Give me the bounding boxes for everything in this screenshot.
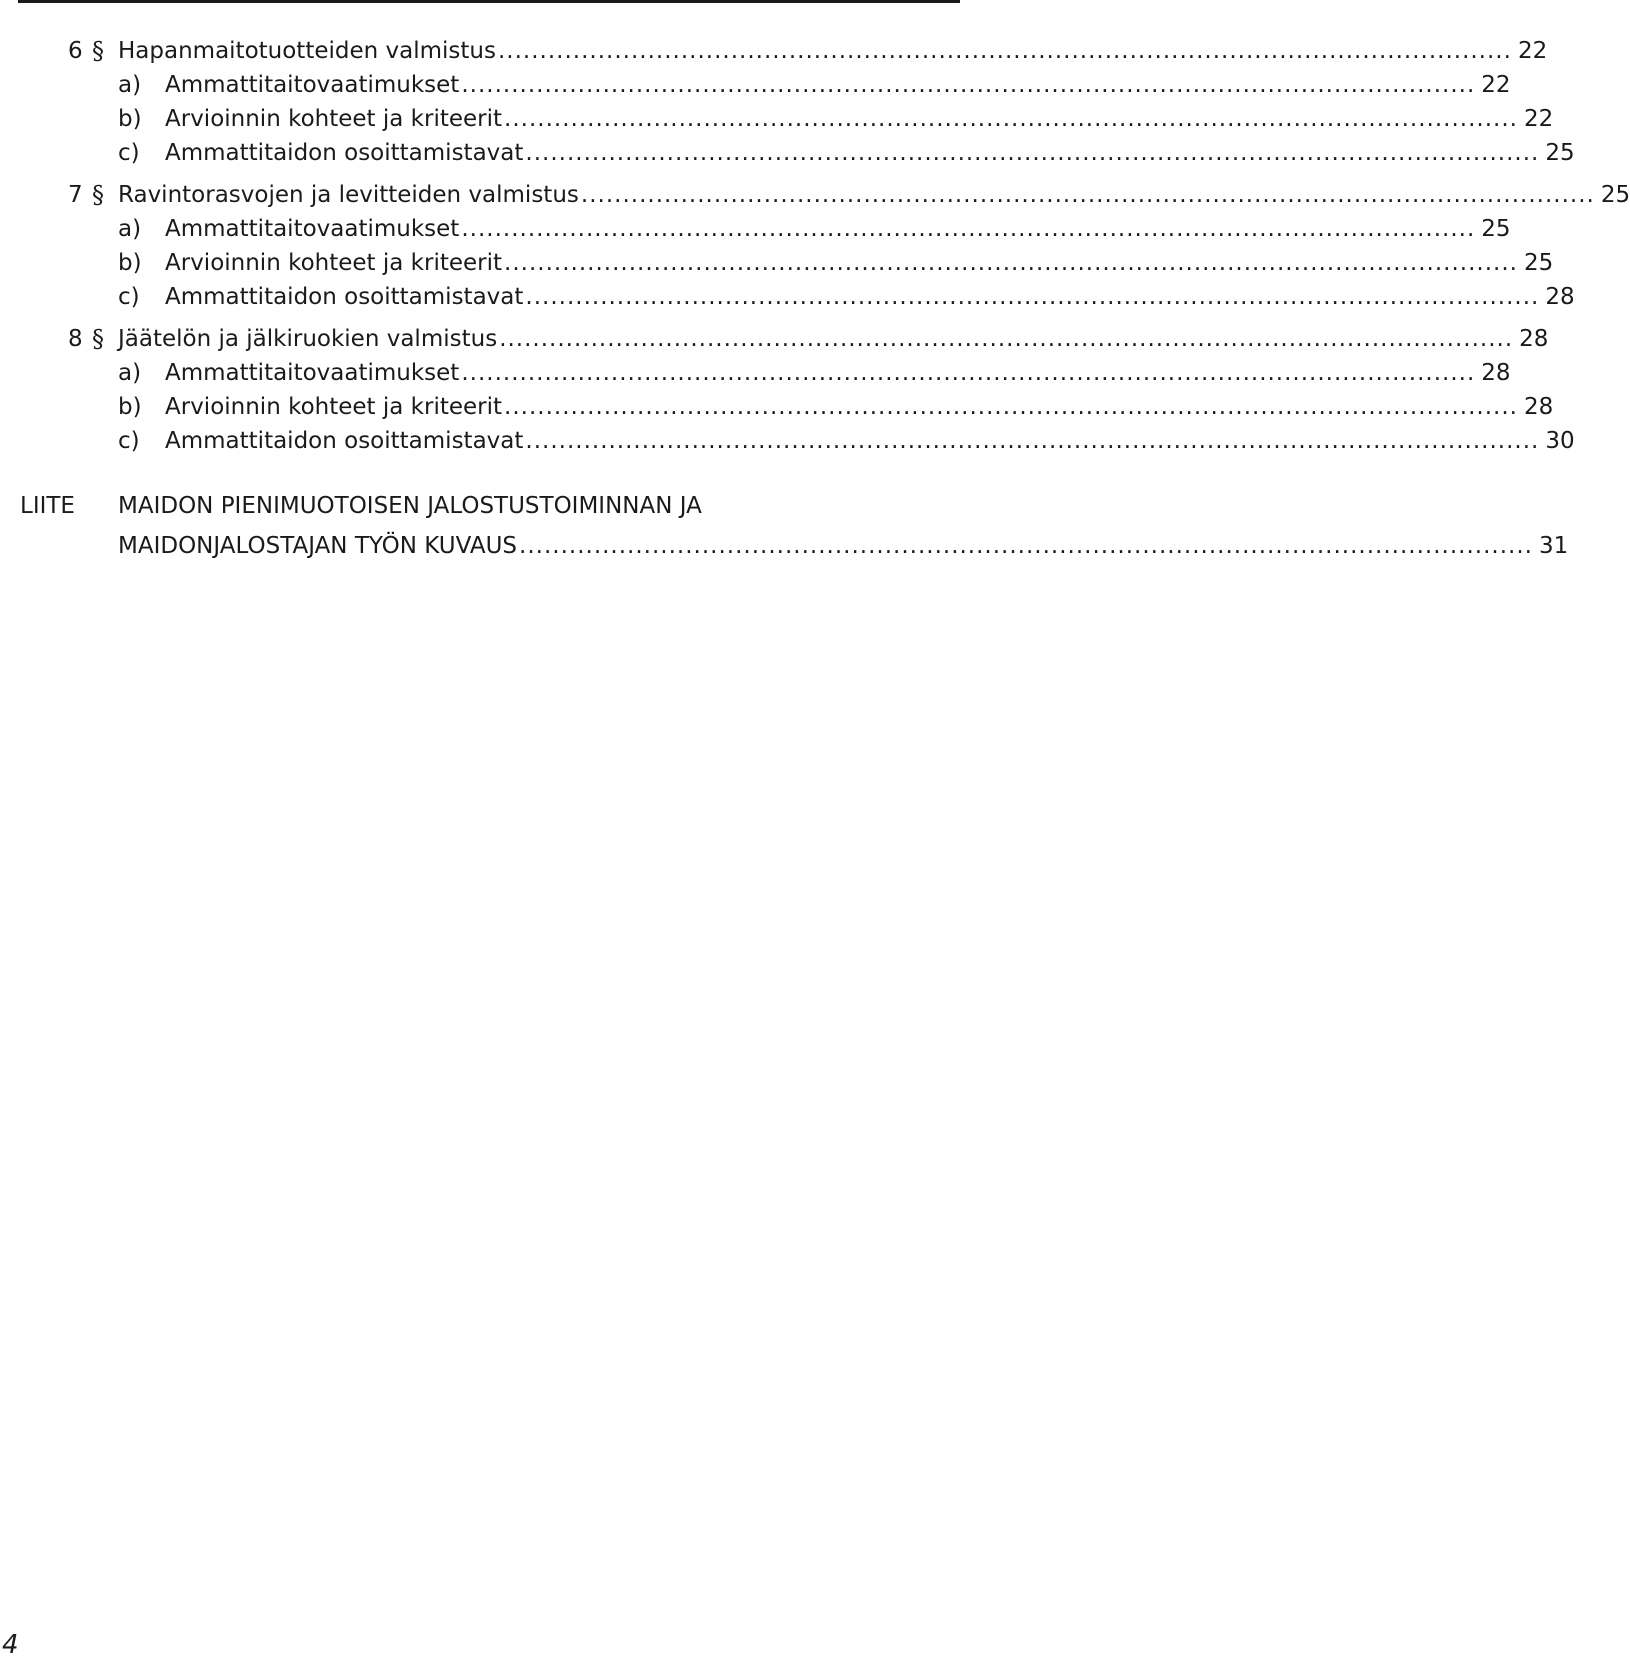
appendix-label: LIITE	[20, 493, 75, 519]
entry-title: Hapanmaitotuotteiden valmistus	[118, 34, 498, 68]
entry-leader	[118, 322, 1549, 356]
entry-page: 28	[1513, 322, 1548, 356]
entry-page: 28	[1539, 280, 1574, 314]
sub-letter: a)	[118, 216, 142, 242]
sub-letter: a)	[118, 360, 142, 386]
entry-title: Jäätelön ja jälkiruokien valmistus	[118, 322, 499, 356]
entry-title: Arvioinnin kohteet ja kriteerit	[165, 102, 504, 136]
leader-dots: ..........................................................................................................................	[504, 250, 1518, 276]
toc-entry-main[interactable]	[0, 34, 1548, 68]
appendix-title-line2	[118, 526, 1569, 566]
entry-title: Ammattitaidon osoittamistavat	[165, 136, 525, 170]
leader-dots: ..........................................................................................................................	[519, 533, 1533, 559]
leader-dots: ..........................................................................................................................	[525, 428, 1540, 454]
sub-letter: b)	[118, 106, 142, 132]
entry-leader	[165, 424, 1575, 458]
section-symbol: §	[92, 181, 104, 209]
toc-section-8	[0, 322, 1575, 458]
leader-dots: ..........................................................................................................................	[497, 38, 1512, 64]
toc-section-6	[0, 34, 1575, 170]
entry-leader	[165, 390, 1554, 424]
leader-dots: ..........................................................................................................................	[525, 140, 1540, 166]
toc-entry-sub[interactable]	[0, 212, 1511, 246]
leader-dots: ..........................................................................................................................	[504, 106, 1518, 132]
toc-entry-sub[interactable]	[0, 68, 1511, 102]
toc-section-7	[0, 178, 1630, 314]
leader-dots: ..........................................................................................................................	[525, 284, 1540, 310]
section-symbol: §	[92, 37, 104, 65]
entry-page: 31	[1533, 526, 1568, 566]
entry-page: 25	[1475, 212, 1510, 246]
entry-title: Ammattitaitovaatimukset	[165, 356, 461, 390]
toc-entry-sub[interactable]	[0, 136, 1575, 170]
entry-title: MAIDONJALOSTAJAN TYÖN KUVAUS	[118, 526, 519, 566]
sub-letter: c)	[118, 140, 140, 166]
toc-entry-sub[interactable]	[0, 390, 1554, 424]
entry-page: 30	[1539, 424, 1574, 458]
entry-leader	[165, 68, 1511, 102]
toc-entry-sub[interactable]	[0, 424, 1575, 458]
entry-leader	[165, 246, 1554, 280]
leader-dots: ..........................................................................................................................	[461, 360, 1476, 386]
entry-page: 28	[1518, 390, 1553, 424]
entry-leader	[118, 178, 1630, 212]
entry-page: 22	[1512, 34, 1547, 68]
leader-dots: ..........................................................................................................................	[499, 326, 1514, 352]
entry-leader	[165, 356, 1511, 390]
toc-entry-sub[interactable]	[0, 246, 1554, 280]
entry-leader	[165, 212, 1511, 246]
entry-title: Ravintorasvojen ja levitteiden valmistus	[118, 178, 581, 212]
entry-page: 25	[1595, 178, 1630, 212]
page-number: 4	[2, 1630, 19, 1660]
toc-entry-sub[interactable]	[0, 102, 1554, 136]
entry-page: 25	[1518, 246, 1553, 280]
toc-entry-main[interactable]	[0, 322, 1549, 356]
section-symbol: §	[92, 325, 104, 353]
toc-entry-sub[interactable]	[0, 280, 1575, 314]
entry-title: Ammattitaitovaatimukset	[165, 68, 461, 102]
leader-dots: ..........................................................................................................................	[504, 394, 1518, 420]
entry-page: 28	[1475, 356, 1510, 390]
sub-letter: b)	[118, 394, 142, 420]
appendix-title-line1: MAIDON PIENIMUOTOISEN JALOSTUSTOIMINNAN JA	[118, 493, 702, 519]
entry-page: 22	[1518, 102, 1553, 136]
entry-leader	[165, 136, 1575, 170]
entry-leader	[165, 280, 1575, 314]
top-rule	[18, 0, 960, 3]
entry-title: Ammattitaidon osoittamistavat	[165, 424, 525, 458]
toc-entry-main[interactable]	[0, 178, 1630, 212]
entry-page: 22	[1475, 68, 1510, 102]
leader-dots: ..........................................................................................................................	[461, 72, 1476, 98]
table-of-contents	[0, 34, 1630, 466]
leader-dots: ..........................................................................................................................	[580, 182, 1595, 208]
sub-letter: b)	[118, 250, 142, 276]
leader-dots: ..........................................................................................................................	[461, 216, 1476, 242]
sub-letter: a)	[118, 72, 142, 98]
entry-title: Arvioinnin kohteet ja kriteerit	[165, 246, 504, 280]
entry-title: Arvioinnin kohteet ja kriteerit	[165, 390, 504, 424]
section-number: 6	[68, 38, 83, 64]
sub-letter: c)	[118, 428, 140, 454]
sub-letter: c)	[118, 284, 140, 310]
entry-title: Ammattitaitovaatimukset	[165, 212, 461, 246]
entry-page: 25	[1539, 136, 1574, 170]
entry-title: Ammattitaidon osoittamistavat	[165, 280, 525, 314]
section-number: 7	[68, 182, 83, 208]
entry-leader	[165, 102, 1554, 136]
section-number: 8	[68, 326, 83, 352]
toc-entry-sub[interactable]	[0, 356, 1511, 390]
entry-leader	[118, 34, 1548, 68]
